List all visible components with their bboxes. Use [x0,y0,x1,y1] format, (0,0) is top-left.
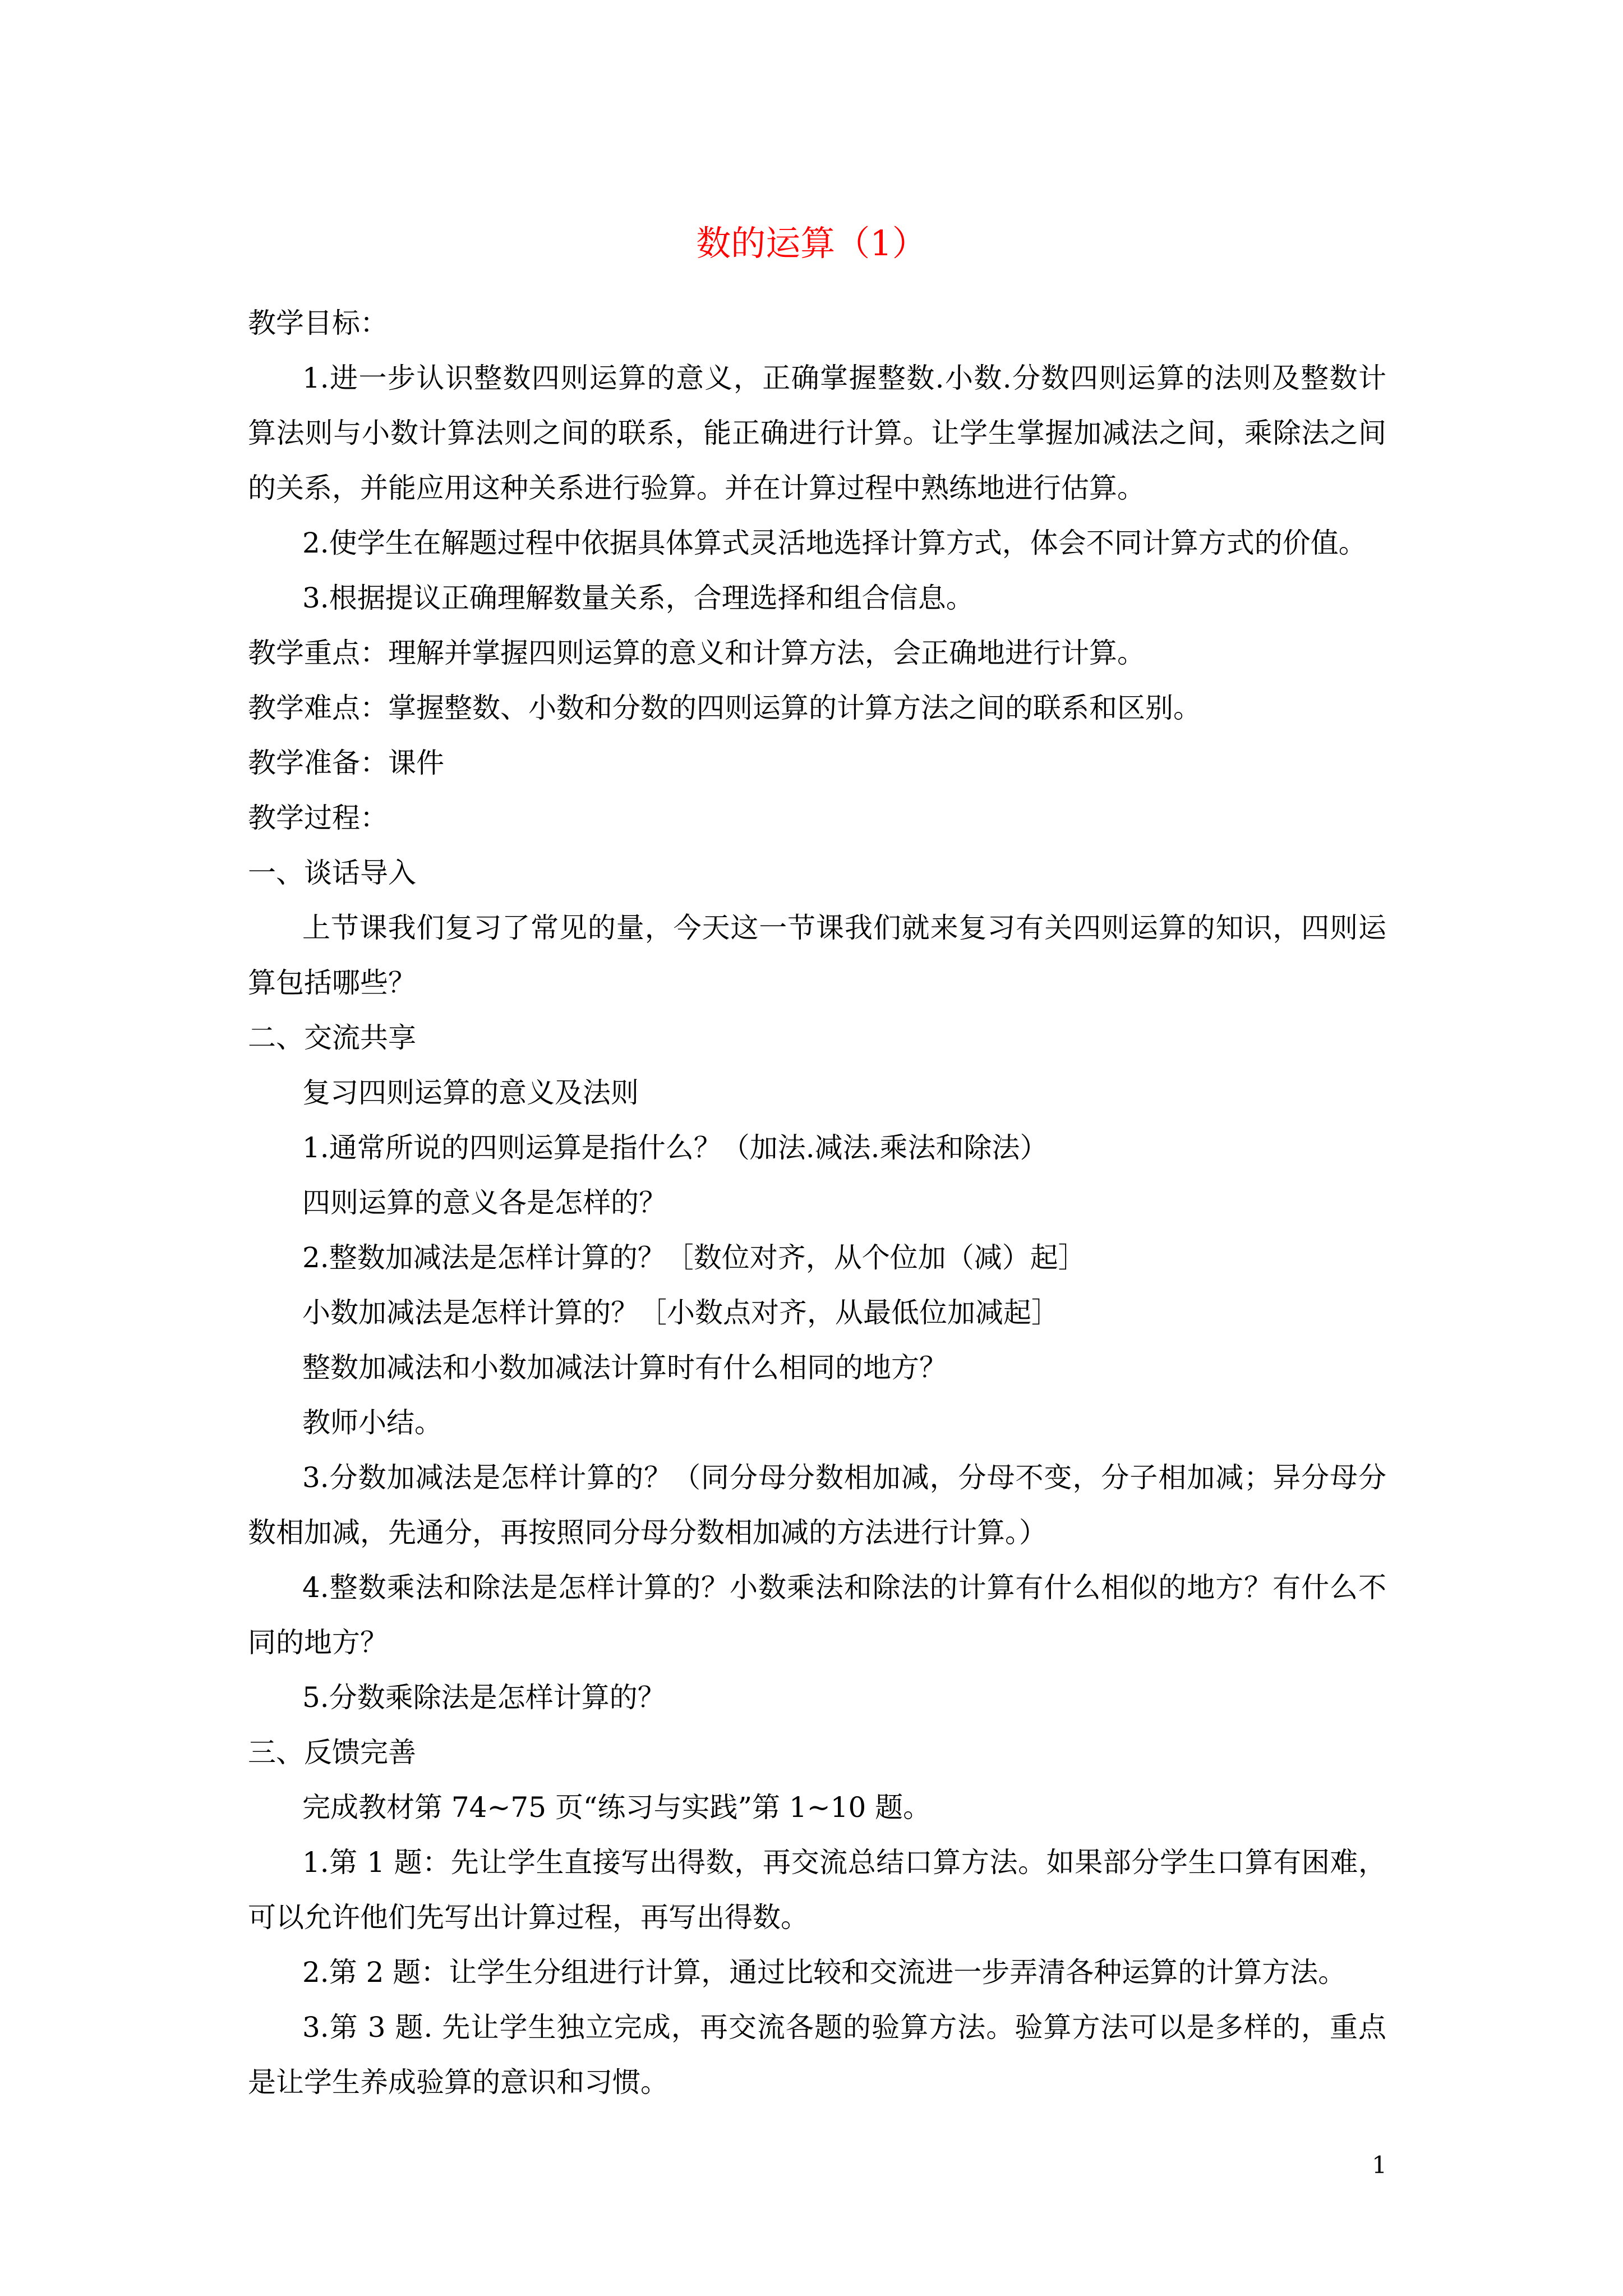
paragraph [248,1395,1386,1450]
paragraph-line: 是让学生养成验算的意识和习惯。 [248,2066,668,2099]
paragraph-line: 四则运算的意义各是怎样的？ [302,1186,667,1219]
paragraph-line: 1.第 1 题：先让学生直接写出得数，再交流总结口算方法。如果部分学生口算有困难， [302,1846,1386,1879]
paragraph-line: 算包括哪些？ [248,967,416,999]
paragraph [248,1835,1386,1945]
paragraph-line: 整数加减法和小数加减法计算时有什么相同的地方？ [302,1351,947,1384]
process-subsection [248,845,1386,1010]
paragraph [248,1065,1386,1120]
process-subsection [248,1725,1386,2110]
paragraph [248,1120,1386,1175]
objectives-heading: 教学目标： [248,307,388,339]
paragraph [248,1780,1386,1835]
process-section [248,790,1386,2110]
paragraph-line: 完成教材第 74~75 页“练习与实践”第 1~10 题。 [302,1791,932,1824]
paragraph [248,1285,1386,1340]
paragraph [248,2000,1386,2110]
difficulty: 教学难点：掌握整数、小数和分数的四则运算的计算方法之间的联系和区别。 [248,692,1201,724]
objective-line: 的关系，并能应用这种关系进行验算。并在计算过程中熟练地进行估算。 [248,472,1145,504]
document-body [248,296,1386,2110]
objective-line: 3.根据提议正确理解数量关系，合理选择和组合信息。 [302,582,974,614]
paragraph-line: 教师小结。 [302,1406,442,1439]
objective-item [248,351,1386,516]
objective-line: 1.进一步认识整数四则运算的意义，正确掌握整数.小数.分数四则运算的法则及整数计 [302,362,1386,394]
paragraph-line: 2.整数加减法是怎样计算的？［数位对齐，从个位加（减）起］ [302,1241,1086,1274]
objective-line: 2.使学生在解题过程中依据具体算式灵活地选择计算方式，体会不同计算方式的价值。 [302,527,1367,559]
process-heading: 教学过程： [248,802,388,834]
key-point: 教学重点：理解并掌握四则运算的意义和计算方法，会正确地进行计算。 [248,637,1145,669]
paragraph-line: 4.整数乘法和除法是怎样计算的？小数乘法和除法的计算有什么相似的地方？有什么不 [302,1571,1386,1604]
paragraph-line: 可以允许他们先写出计算过程，再写出得数。 [248,1901,809,1934]
section-heading: 三、反馈完善 [248,1736,416,1769]
paragraph-line: 3.第 3 题. 先让学生独立完成，再交流各题的验算方法。验算方法可以是多样的，重点 [302,2011,1386,2044]
objective-item [248,570,1386,625]
page-title: 数的运算（1） [696,223,927,264]
paragraph [248,1670,1386,1725]
paragraph-line: 同的地方？ [248,1626,388,1659]
paragraph [248,1450,1386,1560]
paragraph-line: 2.第 2 题：让学生分组进行计算，通过比较和交流进一步弄清各种运算的计算方法。 [302,1956,1347,1989]
process-subsection [248,1010,1386,1725]
paragraph [248,1560,1386,1670]
section-heading: 二、交流共享 [248,1022,416,1054]
paragraph [248,1945,1386,2000]
paragraph-line: 小数加减法是怎样计算的？［小数点对齐，从最低位加减起］ [302,1296,1059,1329]
section-heading: 一、谈话导入 [248,857,416,889]
objective-line: 算法则与小数计算法则之间的联系，能正确进行计算。让学生掌握加减法之间，乘除法之间 [248,417,1386,449]
paragraph [248,1230,1386,1285]
paragraph-line: 数相加减，先通分，再按照同分母分数相加减的方法进行计算。） [248,1516,1047,1549]
preparation: 教学准备：课件 [248,747,444,779]
paragraph-line: 1.通常所说的四则运算是指什么？（加法.减法.乘法和除法） [302,1131,1048,1164]
paragraph-line: 上节课我们复习了常见的量，今天这一节课我们就来复习有关四则运算的知识，四则运 [302,912,1386,944]
objective-item [248,516,1386,570]
objectives-section [248,296,1386,625]
paragraph [248,1340,1386,1395]
page-number: 1 [1372,2151,1387,2179]
paragraph-line: 复习四则运算的意义及法则 [302,1076,639,1109]
paragraph [248,900,1386,1010]
paragraph-line: 3.分数加减法是怎样计算的？（同分母分数相加减，分母不变，分子相加减；异分母分 [302,1461,1386,1494]
paragraph-line: 5.分数乘除法是怎样计算的？ [302,1681,666,1714]
paragraph [248,1175,1386,1230]
